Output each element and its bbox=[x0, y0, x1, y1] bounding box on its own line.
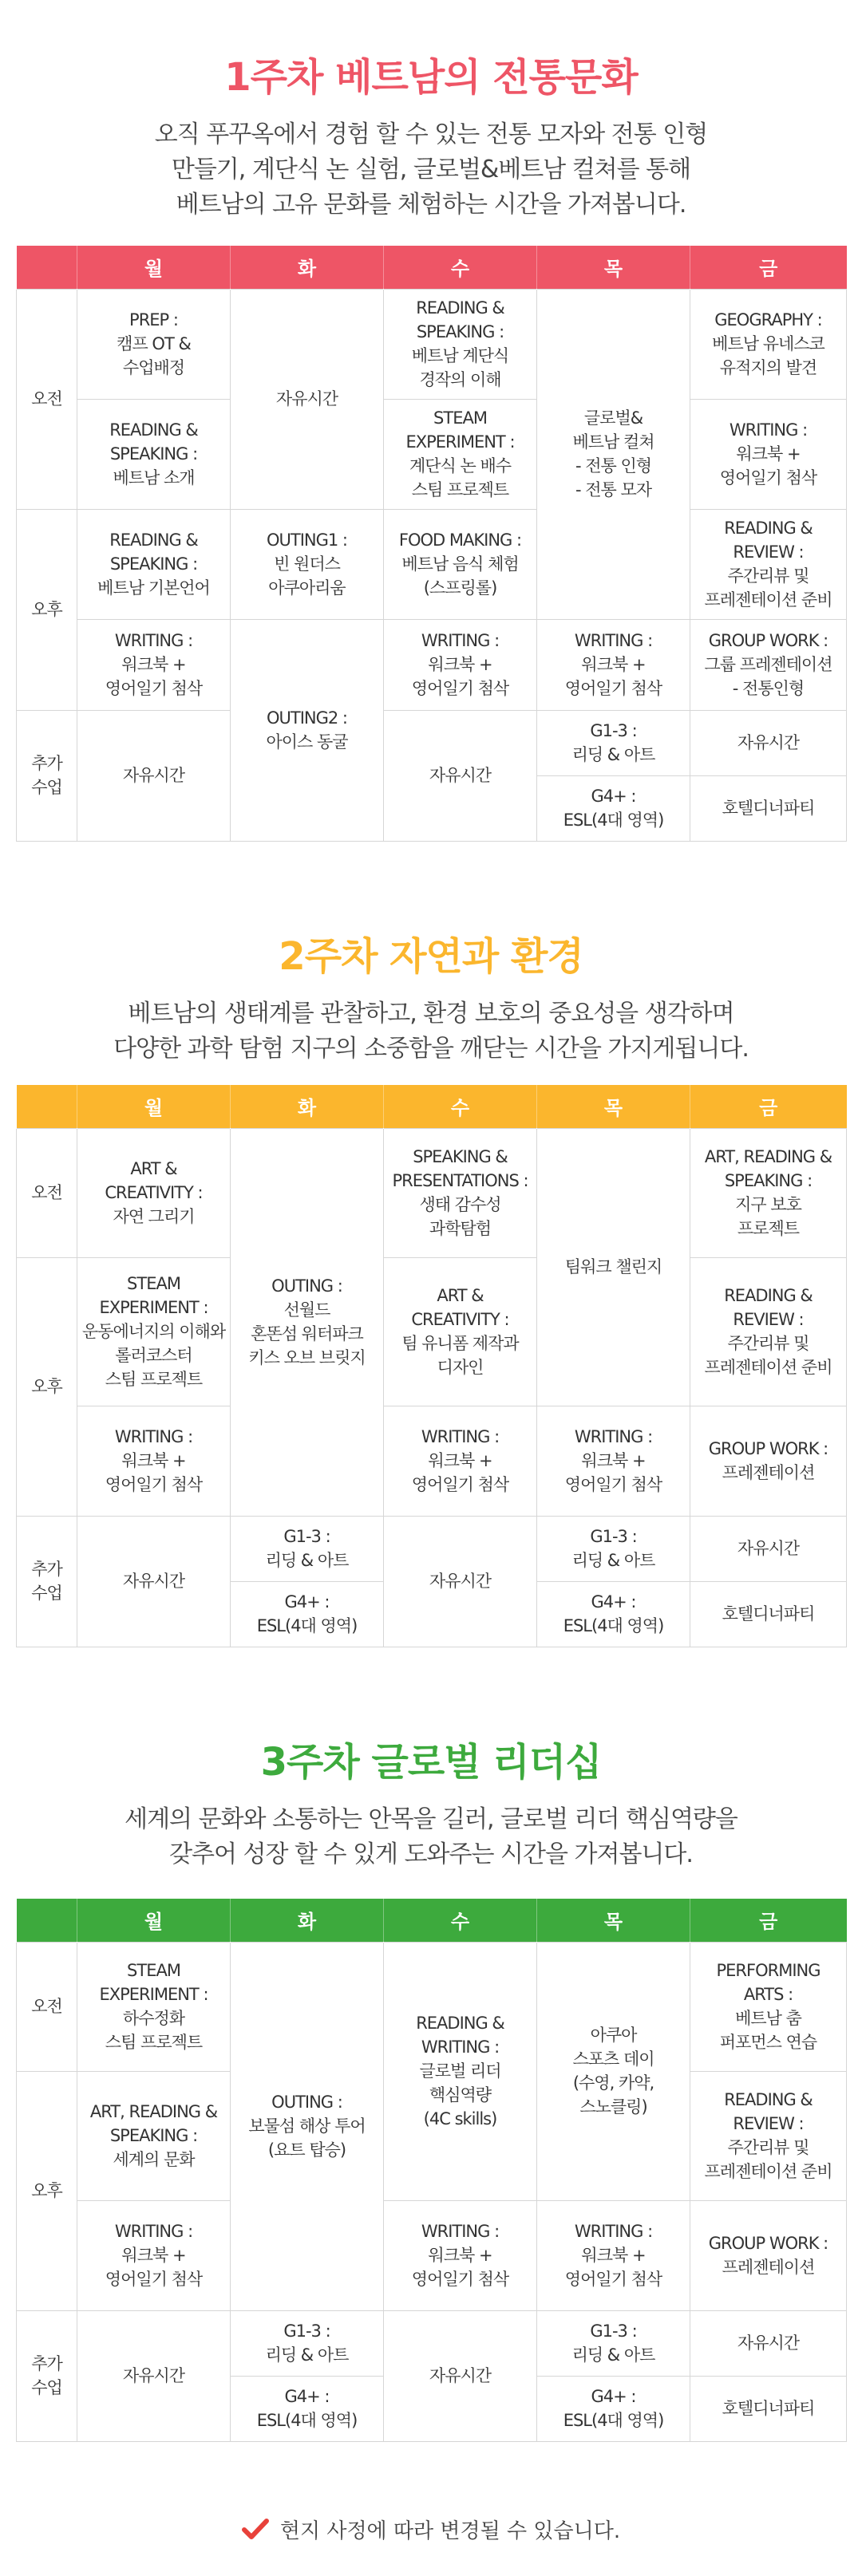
row-label-morning: 오전 bbox=[17, 1942, 77, 2071]
corner-cell bbox=[17, 1085, 77, 1128]
schedule-cell: OUTING : 보물섬 해상 투어 (요트 탑승) bbox=[231, 1942, 384, 2310]
day-header: 월 bbox=[77, 1899, 231, 1942]
footer-note bbox=[0, 2515, 862, 2546]
week2-description: 베트남의 생태계를 관찰하고, 환경 보호의 중요성을 생각하며 다양한 과학 탐험 지구의 소중함을 깨닫는 시간을 가지게됩니다. bbox=[113, 1000, 749, 1063]
day-header: 금 bbox=[690, 246, 847, 289]
schedule-cell: G1-3 : 리딩 & 아트 bbox=[231, 1516, 384, 1581]
week3-schedule-table bbox=[16, 1899, 847, 2442]
schedule-cell: STEAM EXPERIMENT : 계단식 논 배수 스팀 프로젝트 bbox=[384, 399, 537, 509]
schedule-cell: 호텔디너파티 bbox=[690, 2376, 847, 2441]
footer-note-text: 현지 사정에 따라 변경될 수 있습니다. bbox=[279, 2519, 621, 2543]
schedule-cell: 자유시간 bbox=[690, 2310, 847, 2376]
day-header: 목 bbox=[537, 1085, 690, 1128]
day-header: 목 bbox=[537, 1899, 690, 1942]
schedule-cell: 자유시간 bbox=[690, 1516, 847, 1581]
schedule-cell: G1-3 : 리딩 & 아트 bbox=[537, 1516, 690, 1581]
schedule-cell: READING & SPEAKING : 베트남 기본언어 bbox=[77, 509, 231, 619]
schedule-cell: ART & CREATIVITY : 팀 유니폼 제작과 디자인 bbox=[384, 1257, 537, 1406]
schedule-cell: WRITING : 워크북 + 영어일기 첨삭 bbox=[77, 619, 231, 710]
schedule-cell: READING & SPEAKING : 베트남 계단식 경작의 이해 bbox=[384, 289, 537, 399]
schedule-cell: WRITING : 워크북 + 영어일기 첨삭 bbox=[537, 1406, 690, 1516]
schedule-cell: 호텔디너파티 bbox=[690, 775, 847, 841]
schedule-cell: 자유시간 bbox=[384, 710, 537, 841]
day-header: 금 bbox=[690, 1899, 847, 1942]
schedule-cell: READING & WRITING : 글로벌 리더 핵심역량 (4C skills) bbox=[384, 1942, 537, 2200]
schedule-cell: WRITING : 워크북 + 영어일기 첨삭 bbox=[537, 619, 690, 710]
schedule-cell: WRITING : 워크북 + 영어일기 첨삭 bbox=[77, 2200, 231, 2310]
schedule-cell: G4+ : ESL(4대 영역) bbox=[537, 2376, 690, 2441]
day-header: 화 bbox=[231, 1085, 384, 1128]
schedule-cell: PERFORMING ARTS : 베트남 춤 퍼포먼스 연습 bbox=[690, 1942, 847, 2071]
day-header: 월 bbox=[77, 246, 231, 289]
schedule-cell: OUTING2 : 아이스 동굴 bbox=[231, 619, 384, 841]
schedule-cell: WRITING : 워크북 + 영어일기 첨삭 bbox=[537, 2200, 690, 2310]
row-label-extra: 추가 수업 bbox=[17, 710, 77, 841]
day-header: 화 bbox=[231, 1899, 384, 1942]
schedule-cell: ART, READING & SPEAKING : 지구 보호 프로젝트 bbox=[690, 1128, 847, 1257]
week2-header-row bbox=[17, 1085, 847, 1128]
schedule-cell: G1-3 : 리딩 & 아트 bbox=[537, 2310, 690, 2376]
schedule-cell: WRITING : 워크북 + 영어일기 첨삭 bbox=[384, 619, 537, 710]
week3-title: 3주차 글로벌 리더십 bbox=[260, 1740, 602, 1785]
schedule-cell: 자유시간 bbox=[77, 710, 231, 841]
schedule-cell: GROUP WORK : 프레젠테이션 bbox=[690, 1406, 847, 1516]
schedule-cell: WRITING : 워크북 + 영어일기 첨삭 bbox=[384, 1406, 537, 1516]
schedule-cell: G1-3 : 리딩 & 아트 bbox=[537, 710, 690, 775]
schedule-cell: READING & REVIEW : 주간리뷰 및 프레젠테이션 준비 bbox=[690, 509, 847, 619]
day-header: 금 bbox=[690, 1085, 847, 1128]
schedule-cell: 자유시간 bbox=[77, 1516, 231, 1647]
schedule-cell: ART, READING & SPEAKING : 세계의 문화 bbox=[77, 2071, 231, 2200]
schedule-cell: 자유시간 bbox=[384, 2310, 537, 2441]
row-label-extra: 추가 수업 bbox=[17, 2310, 77, 2441]
schedule-cell: 자유시간 bbox=[690, 710, 847, 775]
week2-header bbox=[0, 925, 862, 1067]
week1-schedule-table bbox=[16, 246, 847, 842]
schedule-cell: G4+ : ESL(4대 영역) bbox=[231, 2376, 384, 2441]
week1-header bbox=[0, 46, 862, 223]
schedule-cell: 아쿠아 스포츠 데이 (수영, 카약, 스노클링) bbox=[537, 1942, 690, 2200]
day-header: 수 bbox=[384, 246, 537, 289]
corner-cell bbox=[17, 246, 77, 289]
week2-title: 2주차 자연과 환경 bbox=[279, 934, 583, 979]
schedule-cell: G4+ : ESL(4대 영역) bbox=[231, 1581, 384, 1647]
schedule-cell: FOOD MAKING : 베트남 음식 체험 (스프링롤) bbox=[384, 509, 537, 619]
schedule-cell: STEAM EXPERIMENT : 하수정화 스팀 프로젝트 bbox=[77, 1942, 231, 2071]
schedule-cell: G4+ : ESL(4대 영역) bbox=[537, 1581, 690, 1647]
schedule-cell: 글로벌& 베트남 컬쳐 - 전통 인형 - 전통 모자 bbox=[537, 289, 690, 619]
schedule-cell: READING & REVIEW : 주간리뷰 및 프레젠테이션 준비 bbox=[690, 1257, 847, 1406]
schedule-cell: GROUP WORK : 프레젠테이션 bbox=[690, 2200, 847, 2310]
day-header: 월 bbox=[77, 1085, 231, 1128]
week1-title: 1주차 베트남의 전통문화 bbox=[224, 55, 638, 100]
row-label-afternoon: 오후 bbox=[17, 2071, 77, 2310]
corner-cell bbox=[17, 1899, 77, 1942]
row-label-extra: 추가 수업 bbox=[17, 1516, 77, 1647]
schedule-cell: READING & REVIEW : 주간리뷰 및 프레젠테이션 준비 bbox=[690, 2071, 847, 2200]
week3-header-row bbox=[17, 1899, 847, 1942]
schedule-cell: 팀워크 챌린지 bbox=[537, 1128, 690, 1406]
schedule-cell: PREP : 캠프 OT & 수업배정 bbox=[77, 289, 231, 399]
row-label-afternoon: 오후 bbox=[17, 509, 77, 710]
schedule-cell: G4+ : ESL(4대 영역) bbox=[537, 775, 690, 841]
week1-description: 오직 푸꾸옥에서 경험 할 수 있는 전통 모자와 전통 인형 만들기, 계단식 논 실험, 글로벌&베트남 컬쳐를 통해 베트남의 고유 문화를 체험하는 시간을 가져봅니다. bbox=[154, 120, 708, 219]
schedule-cell: OUTING : 선월드 혼똔섬 워터파크 키스 오브 브릿지 bbox=[231, 1128, 384, 1516]
day-header: 목 bbox=[537, 246, 690, 289]
row-label-morning: 오전 bbox=[17, 289, 77, 509]
schedule-cell: WRITING : 워크북 + 영어일기 첨삭 bbox=[77, 1406, 231, 1516]
schedule-cell: 자유시간 bbox=[231, 289, 384, 509]
schedule-cell: G1-3 : 리딩 & 아트 bbox=[231, 2310, 384, 2376]
schedule-cell: SPEAKING & PRESENTATIONS : 생태 감수성 과학탐험 bbox=[384, 1128, 537, 1257]
schedule-cell: 자유시간 bbox=[77, 2310, 231, 2441]
day-header: 화 bbox=[231, 246, 384, 289]
schedule-cell: 호텔디너파티 bbox=[690, 1581, 847, 1647]
row-label-morning: 오전 bbox=[17, 1128, 77, 1257]
schedule-cell: OUTING1 : 빈 원더스 아쿠아리움 bbox=[231, 509, 384, 619]
week2-schedule-table bbox=[16, 1085, 847, 1647]
day-header: 수 bbox=[384, 1899, 537, 1942]
schedule-cell: WRITING : 워크북 + 영어일기 첨삭 bbox=[690, 399, 847, 509]
schedule-cell: READING & SPEAKING : 베트남 소개 bbox=[77, 399, 231, 509]
schedule-cell: GEOGRAPHY : 베트남 유네스코 유적지의 발견 bbox=[690, 289, 847, 399]
schedule-cell: ART & CREATIVITY : 자연 그리기 bbox=[77, 1128, 231, 1257]
schedule-cell: GROUP WORK : 그룹 프레젠테이션 - 전통인형 bbox=[690, 619, 847, 710]
check-icon bbox=[242, 2518, 269, 2546]
week3-header bbox=[0, 1731, 862, 1872]
schedule-cell: WRITING : 워크북 + 영어일기 첨삭 bbox=[384, 2200, 537, 2310]
row-label-afternoon: 오후 bbox=[17, 1257, 77, 1516]
week3-description: 세계의 문화와 소통하는 안목을 길러, 글로벌 리더 핵심역량을 갖추어 성장 할 수 있게 도와주는 시간을 가져봅니다. bbox=[125, 1805, 737, 1868]
schedule-cell: STEAM EXPERIMENT : 운동에너지의 이해와 롤러코스터 스팀 프로젝트 bbox=[77, 1257, 231, 1406]
week1-header-row bbox=[17, 246, 847, 289]
schedule-cell: 자유시간 bbox=[384, 1516, 537, 1647]
day-header: 수 bbox=[384, 1085, 537, 1128]
